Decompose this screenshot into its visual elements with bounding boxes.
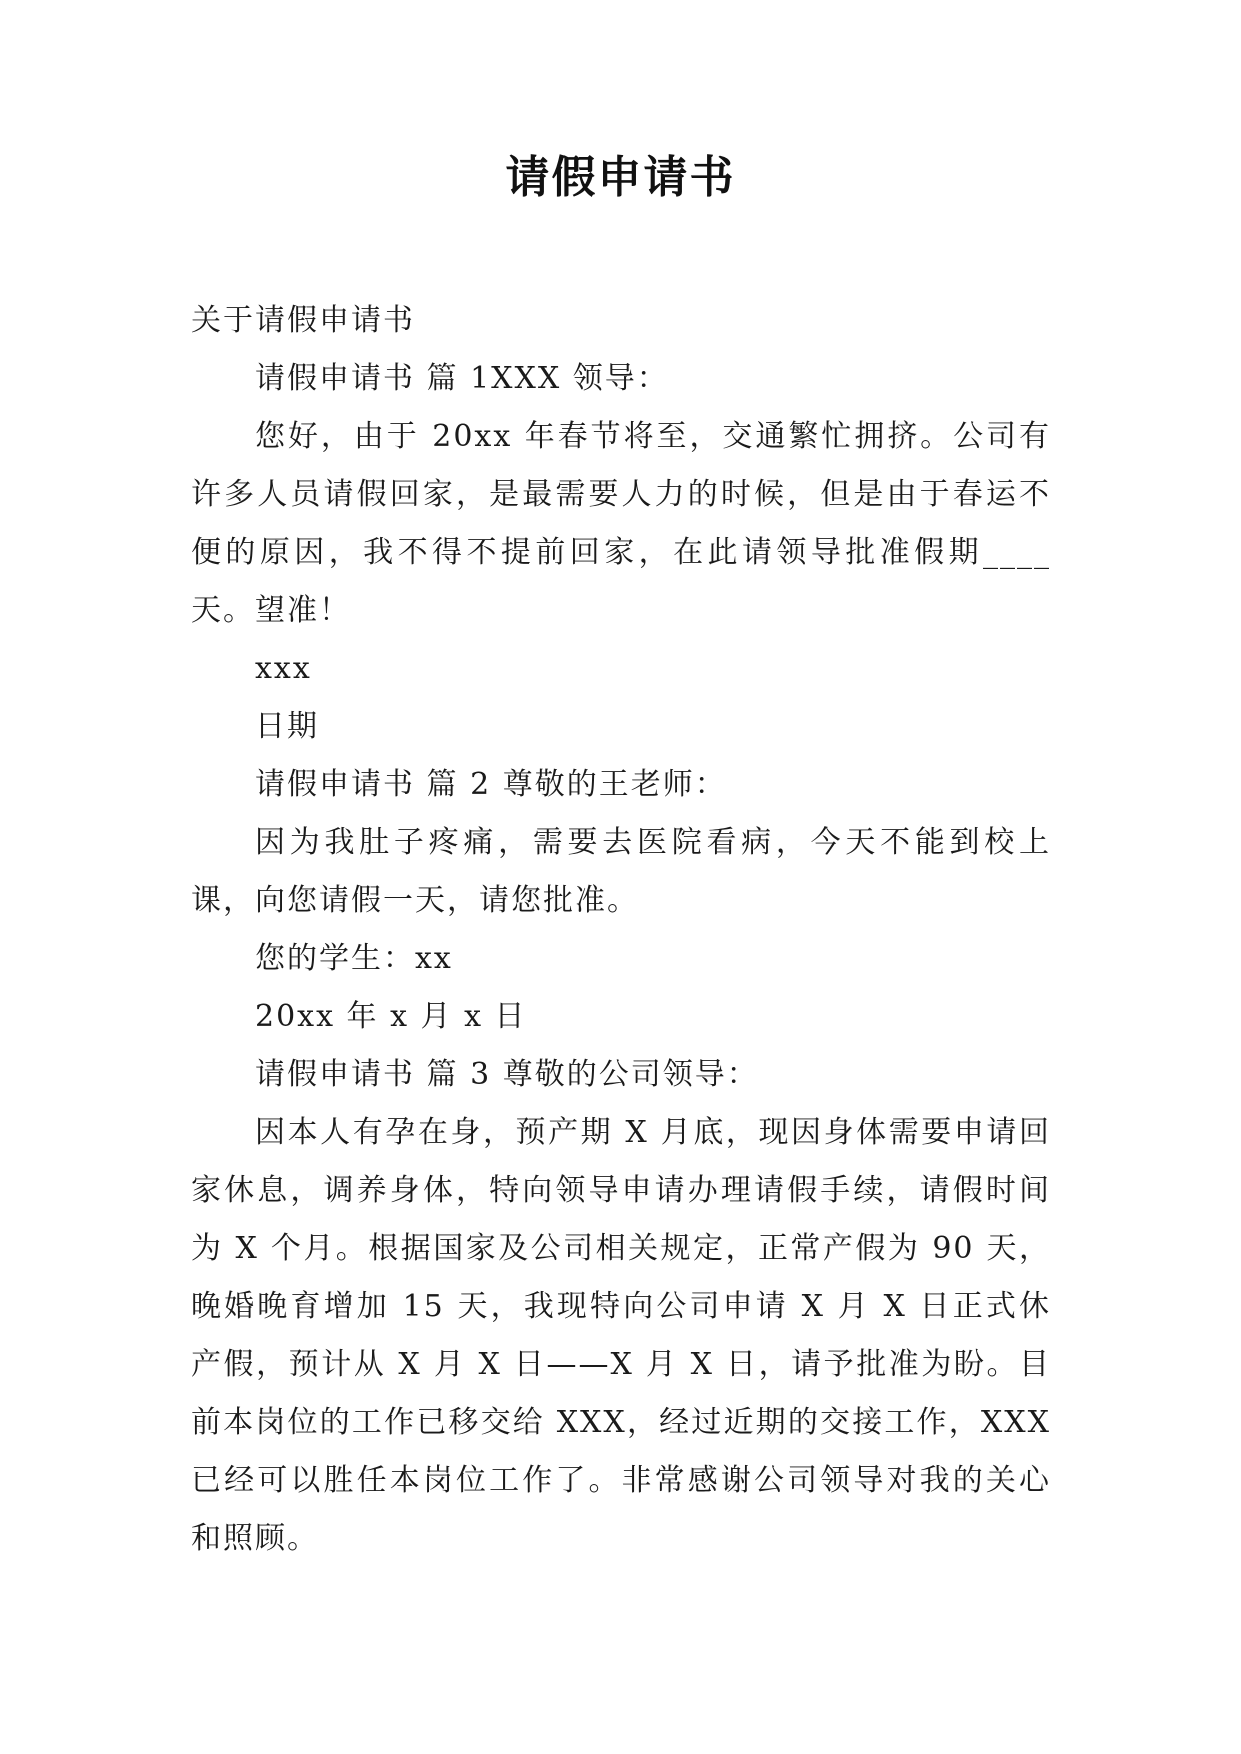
letter-2-salutation: 请假申请书 篇 2 尊敬的王老师： bbox=[255, 767, 727, 802]
letter-1-salutation: 请假申请书 篇 1XXX 领导： bbox=[255, 361, 669, 396]
letter-1-date: 日期 bbox=[255, 709, 319, 744]
document-body bbox=[191, 292, 1063, 1568]
document-title: 请假申请书 bbox=[505, 152, 736, 203]
letter-3-salutation: 请假申请书 篇 3 尊敬的公司领导： bbox=[255, 1057, 759, 1092]
letter-1-signature: xxx bbox=[255, 651, 312, 686]
letter-1-body: 您好，由于 20xx 年春节将至，交通繁忙拥挤。公司有许多人员请假回家，是最需要人力的时候，但是由于春运不便的原因，我不得不提前回家，在此请领导批准假期____天。望准！ bbox=[191, 419, 1051, 628]
letter-3-body: 因本人有孕在身，预产期 X 月底，现因身体需要申请回家休息，调养身体，特向领导申请办理请假手续，请假时间为 X 个月。根据国家及公司相关规定，正常产假为 90 天，晚婚晚育增加 15 天，我现特向公司申请 X 月 X 日正式休产假，预计从 X 月 X 日——X 月 X 日，请予批准为盼。目前本岗位的工作已移交给 XXX，经过近期的交接工作，XXX 已经可以胜任本岗位工作了。非常感谢公司领导对我的关心和照顾。 bbox=[191, 1115, 1063, 1556]
letter-2-body: 因为我肚子疼痛，需要去医院看病，今天不能到校上课，向您请假一天，请您批准。 bbox=[191, 825, 1051, 918]
letter-2-signature: 您的学生：xx bbox=[255, 941, 453, 976]
intro-heading: 关于请假申请书 bbox=[191, 303, 415, 338]
letter-2-date: 20xx 年 x 月 x 日 bbox=[255, 999, 527, 1034]
